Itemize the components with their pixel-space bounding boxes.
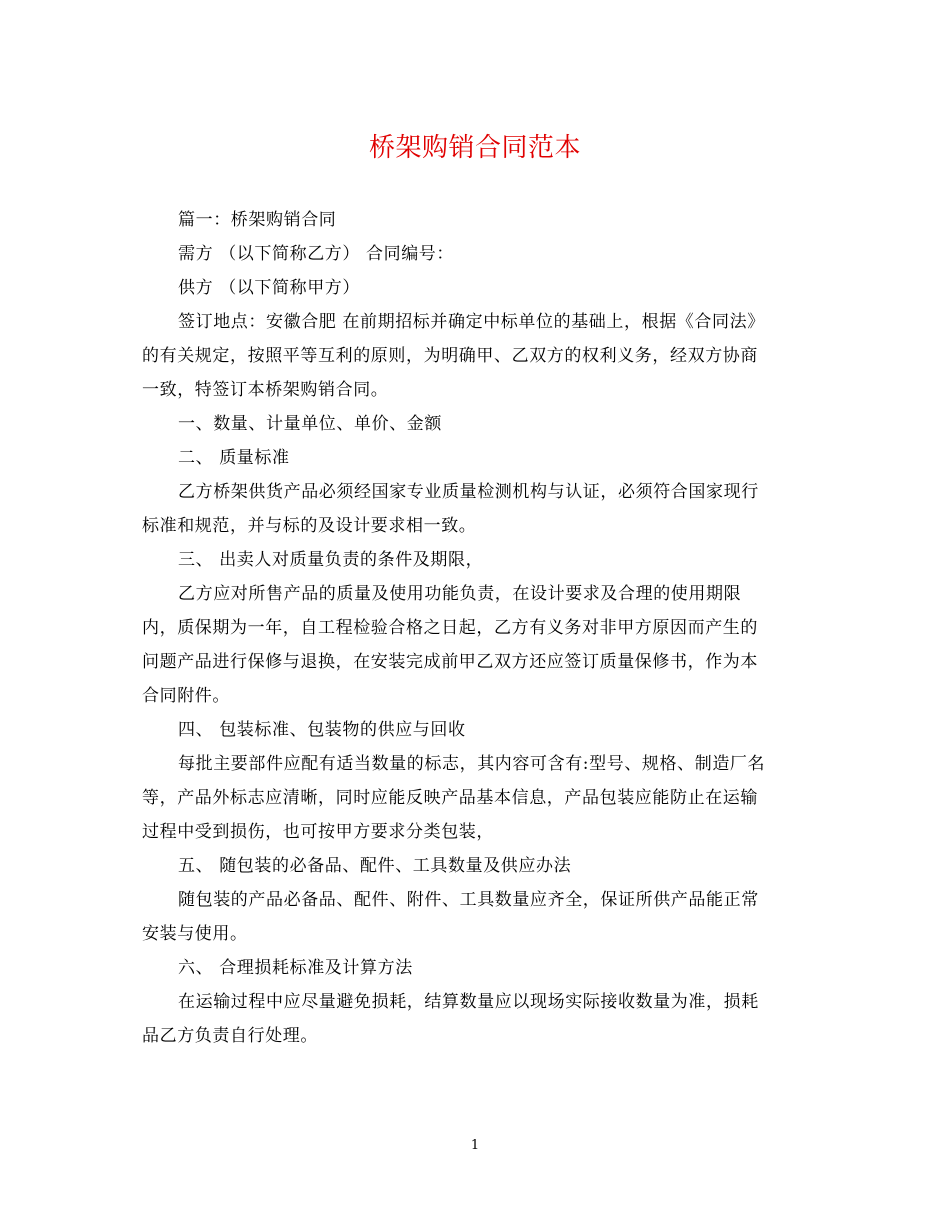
- paragraph-line: 一致，特签订本桥架购销合同。: [142, 380, 389, 400]
- paragraph: [142, 713, 804, 747]
- paragraph: [142, 883, 804, 951]
- paragraph-line: 品乙方负责自行处理。: [142, 1026, 318, 1046]
- paragraph-line: 一、数量、计量单位、单价、金额: [178, 414, 442, 434]
- paragraph-line: 供方 （以下简称甲方）: [178, 278, 361, 298]
- paragraph-line: 签订地点：安徽合肥 在前期招标并确定中标单位的基础上，根据《合同法》: [178, 312, 765, 332]
- paragraph-line: 随包装的产品必备品、配件、附件、工具数量应齐全，保证所供产品能正常: [178, 890, 759, 910]
- paragraph: [142, 441, 804, 475]
- paragraph-line: 四、 包装标准、包装物的供应与回收: [178, 720, 466, 740]
- paragraph-line: 三、 出卖人对质量负责的条件及期限，: [178, 550, 484, 570]
- paragraph-line: 安装与使用。: [142, 924, 248, 944]
- paragraph-line: 等，产品外标志应清晰，同时应能反映产品基本信息，产品包装应能防止在运输: [142, 788, 758, 808]
- paragraph: [142, 475, 804, 543]
- paragraph-line: 内，质保期为一年，自工程检验合格之日起，乙方有义务对非甲方原因而产生的: [142, 618, 758, 638]
- paragraph-line: 每批主要部件应配有适当数量的标志，其内容可含有:型号、规格、制造厂名: [178, 754, 766, 774]
- paragraph: [142, 407, 804, 441]
- paragraph-line: 合同附件。: [142, 686, 230, 706]
- paragraph: [142, 271, 804, 305]
- paragraph-line: 二、 质量标准: [178, 448, 290, 468]
- paragraph-line: 篇一：桥架购销合同: [178, 210, 337, 230]
- paragraph: [142, 305, 804, 407]
- paragraph: [142, 985, 804, 1053]
- paragraph: [142, 849, 804, 883]
- paragraph-line: 的有关规定，按照平等互利的原则，为明确甲、乙双方的权利义务，经双方协商: [142, 346, 758, 366]
- paragraph: [142, 237, 804, 271]
- paragraph: [142, 951, 804, 985]
- document-body: [142, 203, 804, 1053]
- paragraph-line: 六、 合理损耗标准及计算方法: [178, 958, 413, 978]
- paragraph: [142, 577, 804, 713]
- paragraph-line: 在运输过程中应尽量避免损耗，结算数量应以现场实际接收数量为准，损耗: [178, 992, 759, 1012]
- paragraph: [142, 203, 804, 237]
- paragraph: [142, 747, 804, 849]
- paragraph: [142, 543, 804, 577]
- paragraph-line: 乙方桥架供货产品必须经国家专业质量检测机构与认证，必须符合国家现行: [178, 482, 759, 502]
- paragraph-line: 五、 随包装的必备品、配件、工具数量及供应办法: [178, 856, 572, 876]
- paragraph-line: 乙方应对所售产品的质量及使用功能负责，在设计要求及合理的使用期限: [178, 584, 742, 604]
- paragraph-line: 过程中受到损伤，也可按甲方要求分类包装，: [142, 822, 494, 842]
- document-title: 桥架购销合同范本: [368, 133, 581, 163]
- paragraph-line: 需方 （以下简称乙方） 合同编号：: [178, 244, 455, 264]
- paragraph-line: 问题产品进行保修与退换，在安装完成前甲乙双方还应签订质量保修书，作为本: [142, 652, 758, 672]
- paragraph-line: 标准和规范，并与标的及设计要求相一致。: [142, 516, 477, 536]
- page-number: 1: [470, 1138, 480, 1153]
